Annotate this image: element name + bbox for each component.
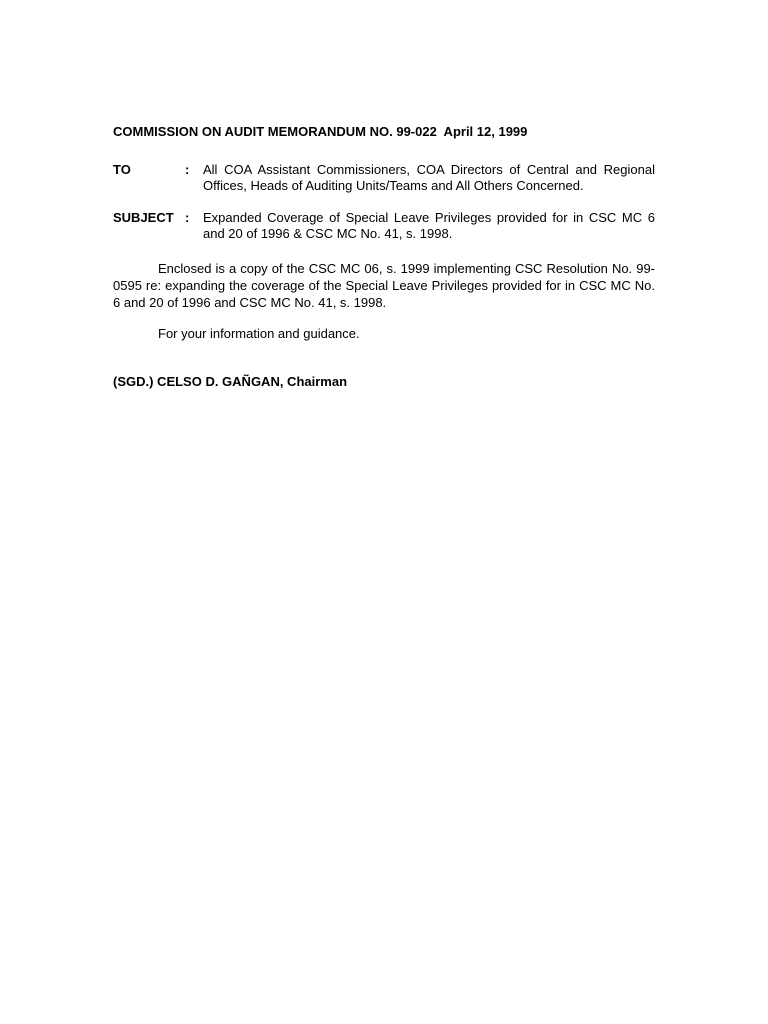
closing-paragraph: For your information and guidance.	[158, 326, 360, 341]
subject-row	[113, 210, 655, 244]
subject-colon: :	[185, 210, 190, 225]
memorandum-heading: COMMISSION ON AUDIT MEMORANDUM NO. 99-022 April 12, 1999	[113, 124, 528, 139]
subject-label: SUBJECT	[113, 210, 174, 225]
body-paragraph: Enclosed is a copy of the CSC MC 06, s. 1999 implementing CSC Resolution No. 99-0595 re: expanding the coverage of the Special Leave Privileges provided for in CSC MC No. 6 and 20 of 1996 and CSC MC No. 41, s. 1998.	[113, 261, 655, 310]
to-label: TO	[113, 162, 131, 177]
to-value: All COA Assistant Commissioners, COA Directors of Central and Regional Offices, Heads of Auditing Units/Teams and All Others Concerned.	[203, 162, 655, 193]
to-colon: :	[185, 162, 190, 177]
subject-value: Expanded Coverage of Special Leave Privileges provided for in CSC MC 6 and 20 of 1996 & CSC MC No. 41, s. 1998.	[203, 210, 655, 241]
to-row	[113, 162, 655, 196]
signature-line: (SGD.) CELSO D. GAÑGAN, Chairman	[113, 374, 348, 389]
